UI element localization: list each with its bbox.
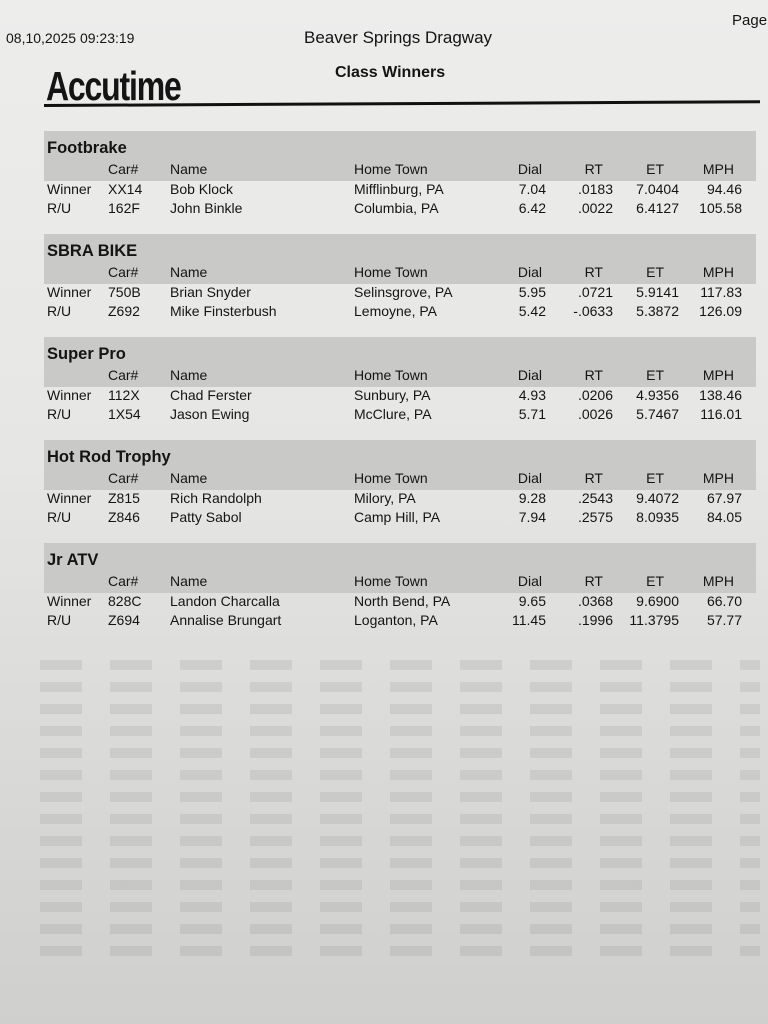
column-header-dial: Dial [517, 470, 542, 486]
cell-rt: .1996 [577, 612, 613, 628]
cell-car: 112X [108, 387, 140, 403]
page-label: Page [732, 12, 768, 29]
class-section [44, 337, 756, 440]
column-header-car: Car# [108, 161, 139, 177]
class-section [44, 440, 756, 543]
cell-dial: 9.28 [518, 490, 546, 506]
column-header-town: Home Town [354, 264, 428, 280]
class-section [44, 543, 756, 646]
class-name: Super Pro [47, 345, 126, 363]
cell-town: Loganton, PA [354, 612, 438, 628]
cell-car: 1X54 [108, 406, 141, 422]
cell-dial: 7.94 [518, 509, 546, 525]
cell-et: 5.3872 [636, 303, 679, 319]
cell-name: Jason Ewing [170, 406, 250, 422]
column-header-mph: MPH [702, 264, 734, 280]
cell-dial: 6.42 [518, 200, 546, 216]
result-row [44, 406, 756, 425]
result-row [44, 284, 756, 303]
cell-pos: R/U [47, 612, 72, 628]
cell-pos: Winner [47, 490, 92, 506]
column-header-rt: RT [584, 470, 603, 486]
cell-car: 828C [108, 593, 142, 609]
cell-town: Mifflinburg, PA [354, 181, 444, 197]
column-header-mph: MPH [702, 367, 734, 383]
column-header-name: Name [170, 367, 208, 383]
column-header-car: Car# [108, 573, 139, 589]
class-header-band [44, 234, 756, 284]
cell-name: Chad Ferster [170, 387, 252, 403]
column-header-name: Name [170, 470, 208, 486]
cell-mph: 84.05 [706, 509, 742, 525]
column-header-dial: Dial [517, 573, 542, 589]
cell-et: 9.4072 [636, 490, 679, 506]
cell-town: Milory, PA [354, 490, 416, 506]
cell-pos: R/U [47, 303, 72, 319]
column-header-rt: RT [584, 161, 603, 177]
cell-town: McClure, PA [354, 406, 432, 422]
column-header-car: Car# [108, 264, 139, 280]
cell-rt: .0721 [577, 284, 613, 300]
cell-mph: 66.70 [706, 593, 742, 609]
cell-name: Rich Randolph [170, 490, 262, 506]
result-row [44, 303, 756, 322]
class-name: SBRA BIKE [47, 242, 138, 260]
column-header-name: Name [170, 264, 208, 280]
column-header-et: ET [646, 264, 664, 280]
class-name: Hot Rod Trophy [47, 448, 171, 466]
column-header-town: Home Town [354, 161, 428, 177]
cell-et: 7.0404 [636, 181, 679, 197]
class-header-band [44, 543, 756, 593]
cell-name: John Binkle [170, 200, 243, 216]
class-name: Jr ATV [47, 551, 99, 569]
cell-pos: R/U [47, 406, 72, 422]
cell-pos: Winner [47, 593, 92, 609]
cell-car: Z815 [108, 490, 140, 506]
class-header-band [44, 131, 756, 181]
cell-pos: Winner [47, 387, 92, 403]
cell-town: Lemoyne, PA [354, 303, 438, 319]
cell-dial: 7.04 [518, 181, 546, 197]
cell-dial: 5.42 [518, 303, 546, 319]
column-header-et: ET [646, 573, 664, 589]
cell-name: Landon Charcalla [170, 593, 280, 609]
cell-car: Z692 [108, 303, 140, 319]
cell-name: Bob Klock [170, 181, 234, 197]
cell-car: Z846 [108, 509, 140, 525]
cell-dial: 9.65 [518, 593, 546, 609]
class-section [44, 234, 756, 337]
cell-rt: -.0633 [573, 303, 613, 319]
result-row [44, 387, 756, 406]
cell-rt: .0368 [577, 593, 613, 609]
cell-et: 11.3795 [629, 612, 679, 628]
class-header-band [44, 337, 756, 387]
cell-dial: 4.93 [518, 387, 546, 403]
cell-car: 162F [108, 200, 140, 216]
result-row [44, 181, 756, 200]
cell-et: 5.7467 [636, 406, 679, 422]
cell-et: 8.0935 [636, 509, 679, 525]
cell-name: Annalise Brungart [170, 612, 282, 628]
class-list [44, 131, 756, 646]
column-header-rt: RT [584, 264, 603, 280]
class-section [44, 131, 756, 234]
cell-name: Brian Snyder [170, 284, 251, 300]
track-name: Beaver Springs Dragway [304, 28, 493, 47]
cell-town: Camp Hill, PA [354, 509, 441, 525]
cell-et: 5.9141 [636, 284, 679, 300]
cell-name: Mike Finsterbush [170, 303, 277, 319]
result-row [44, 509, 756, 528]
cell-rt: .0022 [577, 200, 613, 216]
cell-town: North Bend, PA [354, 593, 451, 609]
result-row [44, 490, 756, 509]
column-header-town: Home Town [354, 367, 428, 383]
accutime-logo: Accutime [46, 63, 181, 109]
column-header-mph: MPH [702, 573, 734, 589]
column-header-rt: RT [584, 367, 603, 383]
result-row [44, 200, 756, 219]
result-row [44, 612, 756, 631]
cell-rt: .0206 [577, 387, 613, 403]
cell-town: Columbia, PA [354, 200, 439, 216]
column-header-et: ET [646, 161, 664, 177]
column-header-mph: MPH [702, 470, 734, 486]
cell-mph: 67.97 [706, 490, 742, 506]
column-header-name: Name [170, 161, 208, 177]
cell-dial: 5.95 [518, 284, 546, 300]
cell-rt: .2575 [577, 509, 613, 525]
cell-mph: 94.46 [706, 181, 742, 197]
cell-town: Sunbury, PA [354, 387, 431, 403]
class-header-band [44, 440, 756, 490]
column-header-dial: Dial [517, 264, 542, 280]
class-name: Footbrake [47, 139, 127, 157]
cell-rt: .0026 [577, 406, 613, 422]
print-timestamp: 08,10,2025 09:23:19 [6, 30, 135, 46]
cell-town: Selinsgrove, PA [354, 284, 453, 300]
cell-rt: .0183 [577, 181, 613, 197]
cell-et: 9.6900 [636, 593, 679, 609]
cell-car: Z694 [108, 612, 140, 628]
cell-car: 750B [108, 284, 141, 300]
cell-et: 6.4127 [636, 200, 679, 216]
column-header-rt: RT [584, 573, 603, 589]
show-through-text [40, 660, 760, 1000]
cell-pos: R/U [47, 200, 72, 216]
column-header-name: Name [170, 573, 208, 589]
cell-dial: 5.71 [518, 406, 546, 422]
column-header-dial: Dial [517, 161, 542, 177]
cell-mph: 117.83 [700, 284, 742, 300]
cell-dial: 11.45 [512, 612, 546, 628]
column-header-et: ET [646, 470, 664, 486]
cell-mph: 105.58 [699, 200, 742, 216]
cell-mph: 138.46 [699, 387, 742, 403]
cell-pos: Winner [47, 181, 92, 197]
cell-car: XX14 [108, 181, 143, 197]
column-header-car: Car# [108, 367, 139, 383]
cell-mph: 116.01 [700, 406, 742, 422]
cell-name: Patty Sabol [170, 509, 242, 525]
cell-rt: .2543 [577, 490, 613, 506]
report-title: Class Winners [335, 64, 446, 81]
column-header-car: Car# [108, 470, 139, 486]
cell-et: 4.9356 [636, 387, 679, 403]
result-row [44, 593, 756, 612]
column-header-et: ET [646, 367, 664, 383]
cell-mph: 57.77 [706, 612, 742, 628]
column-header-town: Home Town [354, 573, 428, 589]
cell-pos: Winner [47, 284, 92, 300]
cell-pos: R/U [47, 509, 72, 525]
column-header-mph: MPH [702, 161, 734, 177]
column-header-dial: Dial [517, 367, 542, 383]
column-header-town: Home Town [354, 470, 428, 486]
cell-mph: 126.09 [699, 303, 742, 319]
